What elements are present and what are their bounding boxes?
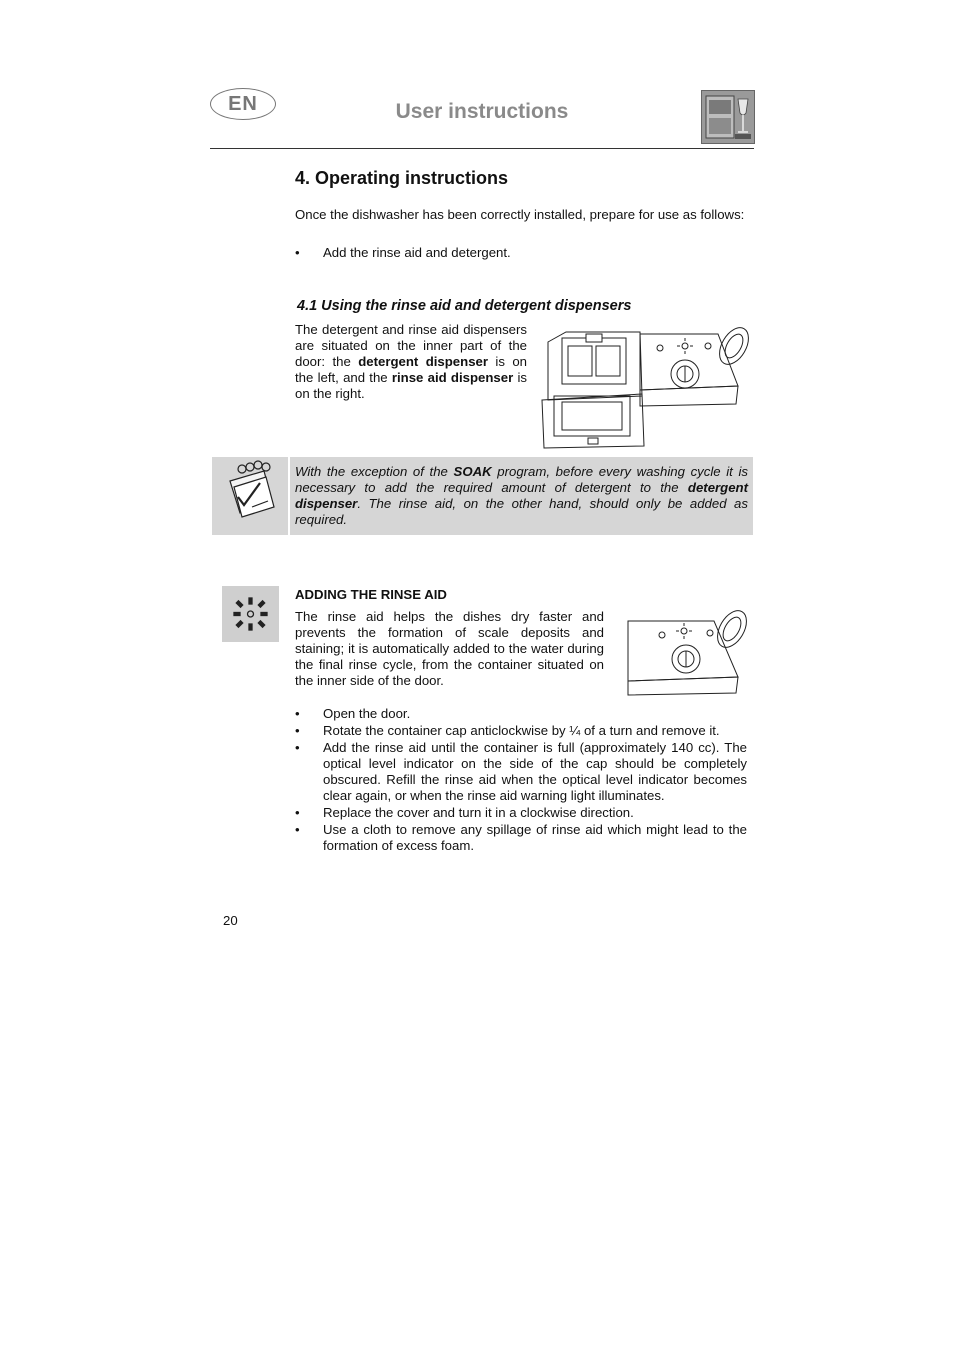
list-item: • Replace the cover and turn it in a clockwise direction.: [295, 805, 634, 820]
section-intro: Once the dishwasher has been correctly installed, prepare for use as follows:: [295, 207, 745, 222]
section-title: 4. Operating instructions: [295, 168, 509, 188]
dishwasher-icon: [701, 90, 755, 144]
list-item: • Rotate the container cap anticlockwise by ¼ of a turn and remove it.: [295, 723, 720, 738]
rinse-aid-title: ADDING THE RINSE AID: [295, 587, 447, 602]
list-item: • Use a cloth to remove any spillage of rinse aid which might lead to the formation of excess foam.: [295, 822, 747, 853]
section-bullet-list: [295, 245, 747, 262]
note-icon-box: [212, 457, 288, 535]
dispensers-illustration: [540, 318, 752, 450]
rinse-aid-dispenser-illustration: [624, 603, 752, 697]
dispensers-paragraph: The detergent and rinse aid dispensers are situated on the inner part of the door: the detergent dispenser is on the left, and the rinse aid dispenser is on the right.: [295, 322, 527, 401]
list-item: • Add the rinse aid and detergent.: [295, 245, 511, 260]
rinse-aid-bullet-list: [295, 706, 747, 855]
list-item: • Open the door.: [295, 706, 411, 721]
header-rule: [210, 148, 754, 149]
subsection-title: 4.1 Using the rinse aid and detergent dispensers: [297, 298, 632, 314]
header-title: User instructions: [395, 100, 569, 123]
note-box: With the exception of the SOAK program, before every washing cycle it is necessary to add the required amount of detergent to the detergent dispenser. The rinse aid, on the other hand, should only be added as required.: [290, 457, 753, 535]
page-number: 20: [223, 913, 238, 928]
notepad-icon: [212, 457, 288, 535]
rinse-aid-sun-icon: [222, 586, 279, 642]
rinse-aid-paragraph: The rinse aid helps the dishes dry faster and prevents the formation of scale deposits and staining; it is automatically added to the water during the final rinse cycle, from the container situated on the inner side of the door.: [295, 609, 604, 688]
list-item: • Add the rinse aid until the container is full (approximately 140 cc). The optical level indicator on the side of the cap should be completely obscured. Refill the rinse aid when the optical level indicator becomes clear again, or when the rinse aid warning light illuminates.: [295, 740, 747, 803]
language-badge: EN: [210, 88, 276, 120]
